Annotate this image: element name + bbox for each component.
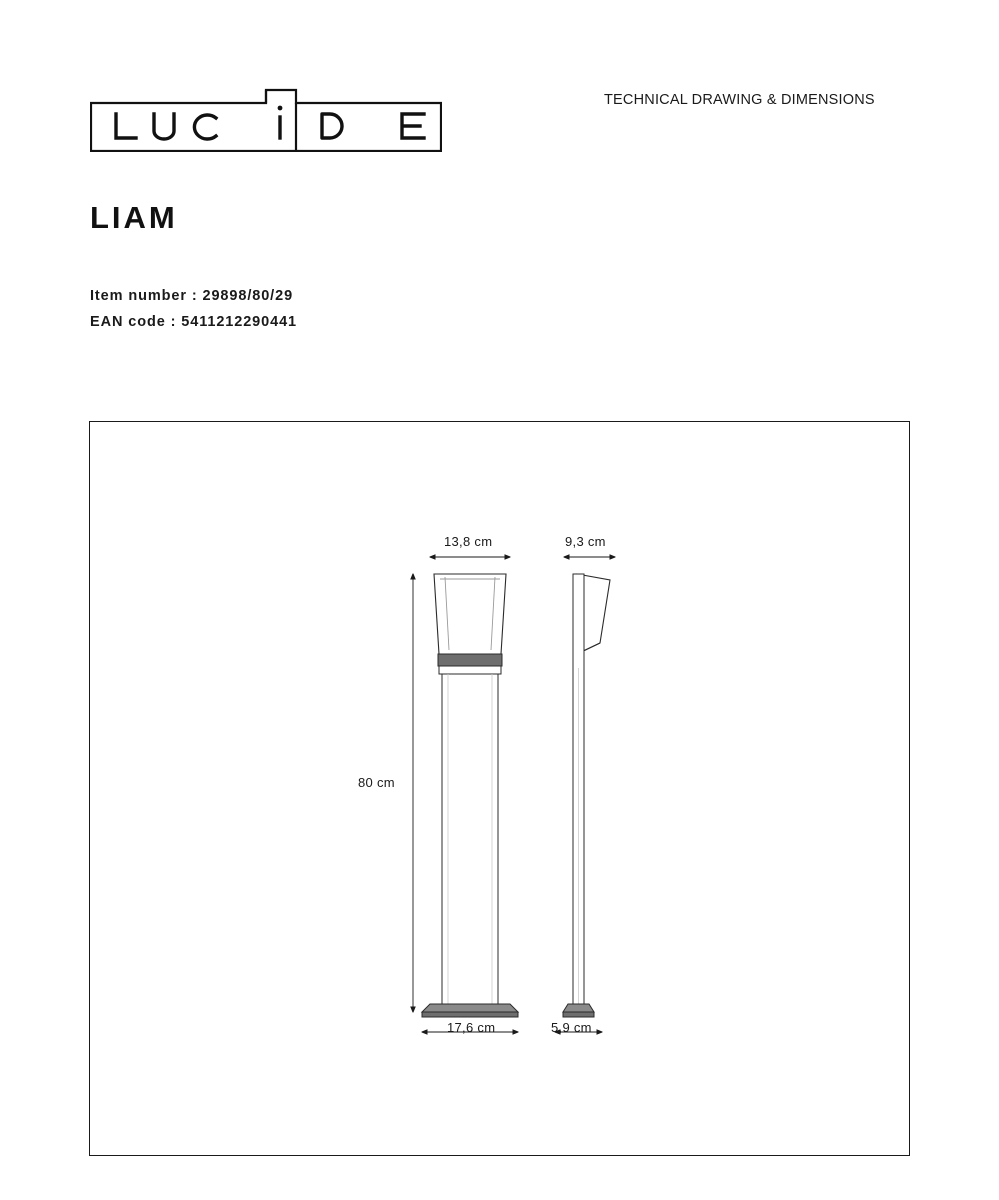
dimension-front-width: 13,8 cm — [444, 534, 493, 549]
item-number: Item number : 29898/80/29 — [90, 288, 294, 304]
technical-drawing-frame — [89, 421, 910, 1156]
lucide-logo — [90, 84, 442, 152]
page-title: TECHNICAL DRAWING & DIMENSIONS — [604, 92, 875, 108]
product-meta — [90, 283, 297, 335]
technical-drawing — [90, 422, 911, 1157]
dimension-front-base: 17,6 cm — [447, 1020, 496, 1035]
ean-code: EAN code : 5411212290441 — [90, 314, 298, 330]
dimension-height: 80 cm — [358, 775, 395, 790]
dimension-side-width: 9,3 cm — [565, 534, 606, 549]
product-name: LIAM — [90, 200, 178, 235]
dimension-side-base: 5,9 cm — [551, 1020, 592, 1035]
